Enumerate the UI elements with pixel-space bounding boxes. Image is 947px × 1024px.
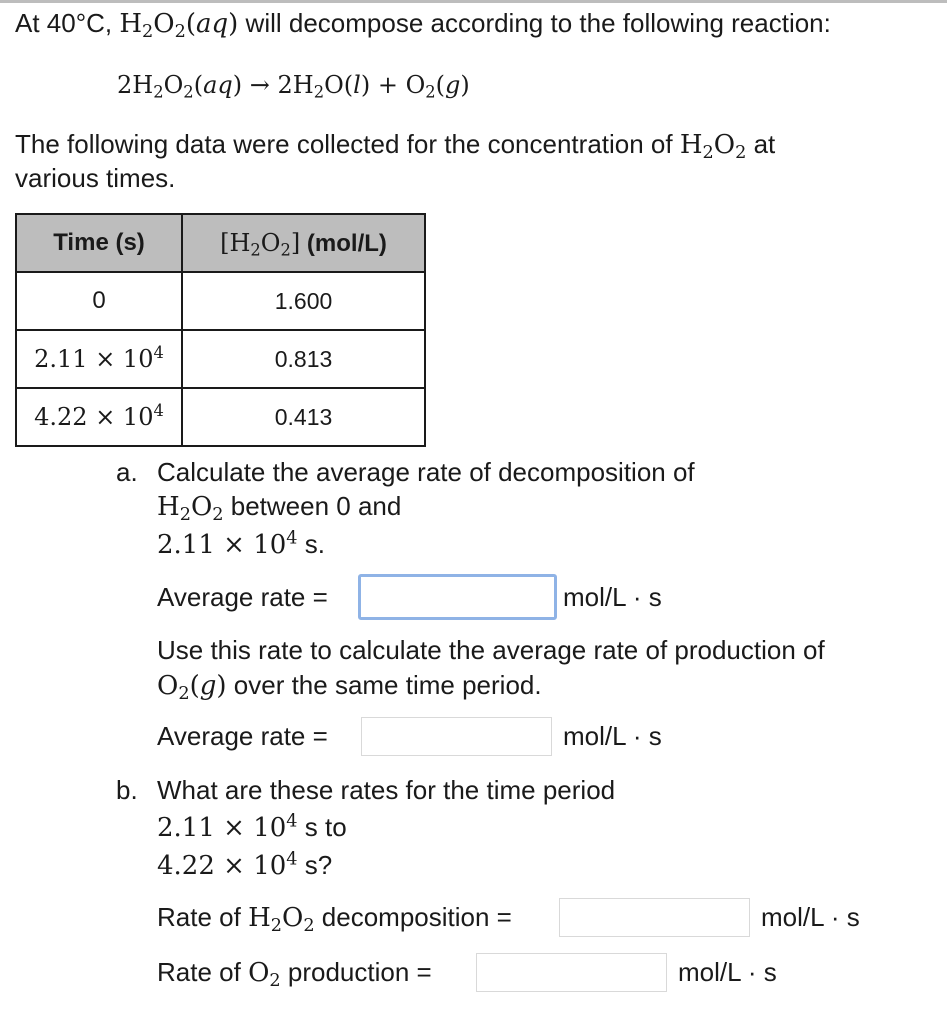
avg-rate-label-2: Average rate = [157, 721, 328, 751]
part-b-question-line3: $4.22 \times 10^4$ s? [157, 849, 333, 881]
conc-cell: 1.600 [182, 272, 425, 330]
arrow-icon: → [249, 71, 270, 99]
data-intro-line2: various times. [15, 163, 176, 193]
table-row [16, 272, 425, 330]
intro-prefix: At 40°C, [15, 8, 120, 38]
table-row [16, 330, 425, 388]
header-time: Time (s) [16, 214, 182, 272]
unit-label: mol/L · s [563, 721, 662, 751]
conc-cell: 0.813 [182, 330, 425, 388]
unit-label: mol/L · s [563, 582, 662, 612]
part-a-question-line4: Use this rate to calculate the average rate of production of [157, 635, 825, 665]
part-a-question-line1: Calculate the average rate of decomposition of [157, 457, 695, 487]
part-b-label: b. [116, 775, 138, 805]
table-header-row [16, 214, 425, 272]
part-b-question-line2: $2.11 \times 10^4$ s to [157, 811, 347, 843]
avg-rate-decomposition-input[interactable] [358, 574, 557, 620]
part-a-label: a. [116, 457, 138, 487]
intro-sentence: At 40°C, $H_2O_2(aq)$ will decompose according to the following reaction: [15, 8, 831, 42]
header-concentration: $[H_2O_2]$ (mol/L) [182, 214, 425, 272]
conc-cell: 0.413 [182, 388, 425, 446]
part-b-question-line1: What are these rates for the time period [157, 775, 616, 805]
reaction-equation: $2H_2O_2(aq) \to 2H_2O(l) + O_2(g)$ [117, 71, 470, 102]
avg-rate-label-1: Average rate = [157, 582, 328, 612]
data-intro-line1: The following data were collected for the concentration of $H_2O_2$ at [15, 129, 776, 163]
rate-production-input[interactable] [476, 953, 667, 992]
h2o2-formula: $H_2O_2$ [119, 9, 186, 42]
time-cell: 0 [16, 272, 182, 330]
part-a-question-line3: $2.11 \times 10^4$ s. [157, 528, 325, 560]
rate-decomposition-label: Rate of $H_2O_2$ decomposition = [157, 902, 512, 936]
concentration-table [15, 213, 426, 447]
unit-label: mol/L · s [678, 957, 777, 987]
part-a-question-line5: $O_2(g)$ over the same time period. [157, 670, 542, 704]
avg-rate-production-input[interactable] [361, 717, 552, 756]
intro-suffix: will decompose according to the following reaction: [238, 8, 831, 38]
rate-decomposition-input[interactable] [559, 898, 750, 937]
part-a-question-line2: $H_2O_2$ between 0 and [157, 491, 402, 525]
unit-label: mol/L · s [761, 902, 860, 932]
time-cell: $4.22 \times 10^4$ [16, 388, 182, 446]
rate-production-label: Rate of $O_2$ production = [157, 957, 432, 991]
top-border [0, 0, 947, 3]
table-row [16, 388, 425, 446]
time-cell: $2.11 \times 10^4$ [16, 330, 182, 388]
